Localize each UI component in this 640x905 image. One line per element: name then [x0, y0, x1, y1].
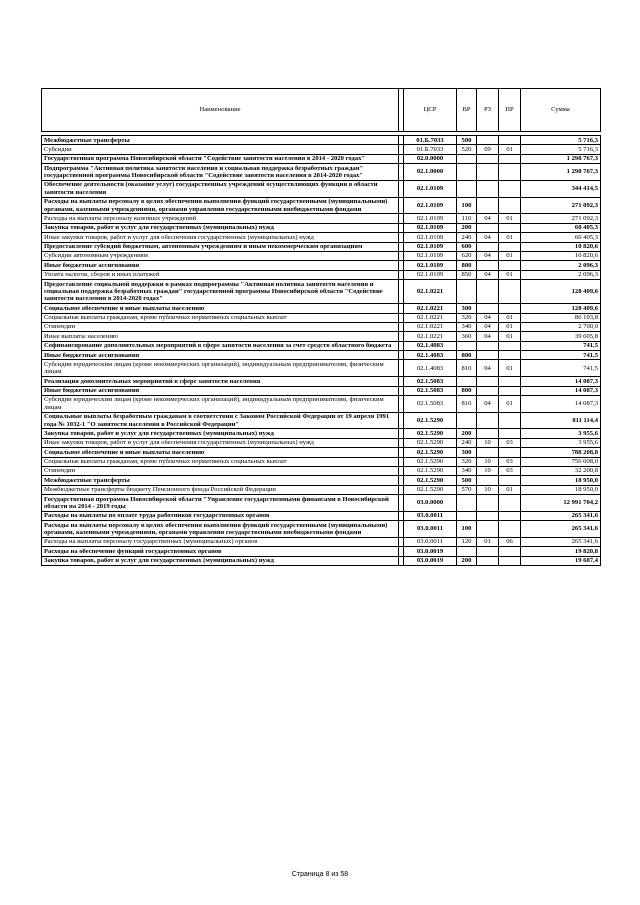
cell-sum: 14 087,3 [521, 377, 601, 386]
cell-sum: 788 208,8 [521, 448, 601, 457]
cell-sum: 271 092,3 [521, 197, 601, 214]
cell-csr: 02.1.5290 [404, 476, 457, 485]
cell-name: Закупка товаров, работ и услуг для государственных (муниципальных) нужд [42, 223, 399, 232]
cell-pr: 01 [499, 251, 521, 260]
cell-name: Социальное обеспечение и иные выплаты населению [42, 304, 399, 313]
cell-rz [477, 197, 499, 214]
cell-rz: 04 [477, 233, 499, 242]
cell-vr: 800 [457, 261, 477, 270]
cell-sum: 265 341,6 [521, 511, 601, 520]
cell-rz: 01 [477, 537, 499, 546]
cell-csr: 02.1.0109 [404, 180, 457, 197]
cell-name: Иные бюджетные ассигнования [42, 261, 399, 270]
cell-rz [477, 341, 499, 350]
table-row [42, 511, 601, 520]
header-pr: ПР [499, 89, 521, 132]
table-row [42, 466, 601, 475]
table-row [42, 360, 601, 377]
cell-name: Обеспечение деятельности (оказание услуг) государственных учреждений осуществляющих функции в области занятости населения [42, 180, 399, 197]
cell-pr [499, 261, 521, 270]
cell-sum: 756 008,0 [521, 457, 601, 466]
cell-csr: 02.1.0109 [404, 223, 457, 232]
table-row [42, 214, 601, 223]
cell-pr: 01 [499, 145, 521, 154]
cell-sum: 271 092,3 [521, 214, 601, 223]
cell-vr: 850 [457, 270, 477, 279]
table-row [42, 521, 601, 538]
cell-rz: 04 [477, 322, 499, 331]
cell-pr [499, 556, 521, 565]
cell-name: Расходы на обеспечение функций государственных органов [42, 547, 399, 556]
cell-sum: 18 950,0 [521, 485, 601, 494]
cell-pr: 01 [499, 322, 521, 331]
cell-csr: 02.1.0221 [404, 313, 457, 322]
cell-vr [457, 164, 477, 181]
table-row [42, 145, 601, 154]
cell-name: Предоставление субсидий бюджетным, автономным учреждениям и иным некоммерческим организациям [42, 242, 399, 251]
cell-pr: 01 [499, 233, 521, 242]
table-row [42, 313, 601, 322]
cell-rz [477, 351, 499, 360]
cell-rz [477, 448, 499, 457]
cell-vr [457, 377, 477, 386]
table-row [42, 270, 601, 279]
cell-csr: 02.1.0109 [404, 270, 457, 279]
cell-sum: 811 114,4 [521, 412, 601, 429]
header-vr: ВР [457, 89, 477, 132]
cell-name: Закупка товаров, работ и услуг для государственных (муниципальных) нужд [42, 429, 399, 438]
cell-rz: 04 [477, 251, 499, 260]
table-row [42, 495, 601, 512]
cell-pr [499, 136, 521, 145]
cell-sum: 2 096,3 [521, 270, 601, 279]
table-row [42, 448, 601, 457]
cell-name: Расходы на выплаты персоналу казенных учреждений [42, 214, 399, 223]
table-row [42, 412, 601, 429]
cell-rz: 10 [477, 457, 499, 466]
cell-csr: 02.1.0109 [404, 197, 457, 214]
cell-vr [457, 280, 477, 304]
cell-pr [499, 386, 521, 395]
table-row [42, 537, 601, 546]
cell-pr: 01 [499, 313, 521, 322]
table-row [42, 429, 601, 438]
cell-pr: 01 [499, 360, 521, 377]
table-row [42, 438, 601, 447]
cell-csr: 02.1.5290 [404, 485, 457, 494]
cell-sum: 10 820,6 [521, 242, 601, 251]
cell-csr: 02.1.5290 [404, 438, 457, 447]
table-row [42, 280, 601, 304]
cell-vr: 200 [457, 429, 477, 438]
cell-name: Субсидии юридическим лицам (кроме некоммерческих организаций), индивидуальным предпринимателям, физическим лицам [42, 395, 399, 412]
cell-rz [477, 223, 499, 232]
table-row [42, 180, 601, 197]
cell-sum: 5 716,3 [521, 136, 601, 145]
table-row [42, 164, 601, 181]
cell-name: Иные закупки товаров, работ и услуг для обеспечения государственных (муниципальных) нужд [42, 438, 399, 447]
cell-vr: 500 [457, 476, 477, 485]
cell-name: Закупка товаров, работ и услуг для государственных (муниципальных) нужд [42, 556, 399, 565]
cell-name: Реализация дополнительных мероприятий в сфере занятости населения [42, 377, 399, 386]
cell-rz: 04 [477, 313, 499, 322]
table-row [42, 197, 601, 214]
cell-rz [477, 547, 499, 556]
cell-vr: 800 [457, 386, 477, 395]
cell-pr [499, 377, 521, 386]
cell-pr [499, 511, 521, 520]
cell-rz [477, 429, 499, 438]
cell-pr [499, 341, 521, 350]
cell-vr [457, 154, 477, 163]
table-row [42, 242, 601, 251]
cell-csr: 02.1.4083 [404, 351, 457, 360]
cell-rz [477, 556, 499, 565]
cell-vr: 110 [457, 214, 477, 223]
cell-rz [477, 476, 499, 485]
cell-rz [477, 521, 499, 538]
cell-pr [499, 448, 521, 457]
cell-rz: 10 [477, 485, 499, 494]
cell-pr [499, 476, 521, 485]
cell-vr: 300 [457, 304, 477, 313]
cell-name: Субсидии [42, 145, 399, 154]
cell-sum: 741,5 [521, 360, 601, 377]
budget-table [41, 88, 601, 566]
cell-sum: 2 700,0 [521, 322, 601, 331]
cell-rz [477, 261, 499, 270]
cell-name: Межбюджетные трансферты бюджету Пенсионного фонда Российской Федерации [42, 485, 399, 494]
cell-sum: 741,5 [521, 351, 601, 360]
cell-sum: 39 605,8 [521, 332, 601, 341]
cell-sum: 19 820,8 [521, 547, 601, 556]
cell-pr [499, 547, 521, 556]
cell-sum: 10 820,6 [521, 251, 601, 260]
cell-csr: 03.0.0011 [404, 537, 457, 546]
cell-name: Социальные выплаты гражданам, кроме публичных нормативных социальных выплат [42, 313, 399, 322]
cell-name: Стипендии [42, 322, 399, 331]
cell-name: Межбюджетные трансферты [42, 136, 399, 145]
cell-name: Социальные выплаты гражданам, кроме публичных нормативных социальных выплат [42, 457, 399, 466]
cell-vr: 100 [457, 521, 477, 538]
cell-vr: 500 [457, 136, 477, 145]
cell-csr: 02.1.5083 [404, 395, 457, 412]
cell-csr: 03.0.0019 [404, 556, 457, 565]
table-row [42, 233, 601, 242]
cell-sum: 344 414,5 [521, 180, 601, 197]
cell-csr: 02.1.5290 [404, 448, 457, 457]
cell-sum: 19 687,4 [521, 556, 601, 565]
cell-csr: 02.1.5290 [404, 457, 457, 466]
table-row [42, 485, 601, 494]
cell-csr: 02.1.0221 [404, 332, 457, 341]
cell-sum: 3 955,6 [521, 429, 601, 438]
cell-vr: 240 [457, 438, 477, 447]
cell-sum: 14 087,3 [521, 386, 601, 395]
cell-name: Предоставление социальной поддержки в рамках подпрограммы "Активная политика занятости населения и социальная поддержка безработных граждан" государственной программы Новосибирской области "Содействие занятости населения в 2014-2020 годах" [42, 280, 399, 304]
cell-pr [499, 164, 521, 181]
cell-vr [457, 180, 477, 197]
cell-sum: 60 405,3 [521, 233, 601, 242]
cell-csr: 02.1.0221 [404, 304, 457, 313]
page-footer: Страница 8 из 58 [291, 871, 349, 878]
table-row [42, 223, 601, 232]
header-csr: ЦСР [404, 89, 457, 132]
cell-name: Иные бюджетные ассигнования [42, 351, 399, 360]
header-name: Наименование [42, 89, 399, 132]
cell-csr: 02.1.0109 [404, 242, 457, 251]
cell-csr: 02.1.0221 [404, 280, 457, 304]
cell-csr: 03.0.0011 [404, 511, 457, 520]
cell-name: Расходы на выплаты персоналу государственных (муниципальных) органов [42, 537, 399, 546]
cell-vr: 320 [457, 457, 477, 466]
cell-csr: 03.0.0019 [404, 547, 457, 556]
cell-rz: 04 [477, 395, 499, 412]
cell-vr: 200 [457, 223, 477, 232]
cell-vr: 340 [457, 322, 477, 331]
cell-sum: 265 341,6 [521, 537, 601, 546]
cell-rz [477, 495, 499, 512]
cell-pr [499, 412, 521, 429]
table-row [42, 395, 601, 412]
cell-rz [477, 180, 499, 197]
table-row [42, 332, 601, 341]
cell-sum: 3 955,6 [521, 438, 601, 447]
cell-pr [499, 154, 521, 163]
cell-csr: 02.1.0109 [404, 251, 457, 260]
cell-vr: 620 [457, 251, 477, 260]
cell-pr [499, 197, 521, 214]
cell-sum: 2 096,3 [521, 261, 601, 270]
cell-sum: 86 103,8 [521, 313, 601, 322]
cell-rz [477, 377, 499, 386]
cell-pr [499, 351, 521, 360]
cell-vr [457, 495, 477, 512]
cell-vr [457, 412, 477, 429]
cell-rz: 09 [477, 145, 499, 154]
cell-sum: 18 950,0 [521, 476, 601, 485]
cell-sum: 5 716,3 [521, 145, 601, 154]
table-row [42, 377, 601, 386]
cell-rz [477, 304, 499, 313]
cell-csr: 03.0.0011 [404, 521, 457, 538]
cell-vr: 520 [457, 145, 477, 154]
cell-pr: 01 [499, 395, 521, 412]
cell-vr: 100 [457, 197, 477, 214]
cell-pr [499, 521, 521, 538]
cell-name: Социальные выплаты безработным гражданам в соответствии с Законом Российской Федерации от 19 апреля 1991 года № 1032-1 "О занятости населения в Российской Федерации" [42, 412, 399, 429]
cell-pr: 01 [499, 332, 521, 341]
cell-vr [457, 511, 477, 520]
cell-pr [499, 495, 521, 512]
table-row [42, 341, 601, 350]
cell-vr: 240 [457, 233, 477, 242]
cell-csr: 02.1.5290 [404, 466, 457, 475]
cell-vr: 810 [457, 395, 477, 412]
cell-rz [477, 164, 499, 181]
table-row [42, 386, 601, 395]
cell-name: Иные бюджетные ассигнования [42, 386, 399, 395]
cell-rz [477, 154, 499, 163]
cell-name: Иные закупки товаров, работ и услуг для обеспечения государственных (муниципальных) нужд [42, 233, 399, 242]
cell-csr: 02.1.5290 [404, 412, 457, 429]
cell-vr: 800 [457, 351, 477, 360]
cell-rz: 04 [477, 270, 499, 279]
cell-csr: 01.Б.7033 [404, 136, 457, 145]
cell-sum: 128 409,6 [521, 280, 601, 304]
cell-name: Социальное обеспечение и иные выплаты населению [42, 448, 399, 457]
cell-rz [477, 280, 499, 304]
table-row [42, 251, 601, 260]
cell-name: Субсидии юридическим лицам (кроме некоммерческих организаций), индивидуальным предпринимателям, физическим лицам [42, 360, 399, 377]
table-row [42, 154, 601, 163]
cell-pr [499, 223, 521, 232]
cell-name: Софинансирование дополнительных мероприятий в сфере занятости населения за счет средств областного бюджета [42, 341, 399, 350]
table-row [42, 547, 601, 556]
cell-csr: 02.1.0109 [404, 214, 457, 223]
table-row [42, 261, 601, 270]
cell-pr: 03 [499, 457, 521, 466]
cell-name: Межбюджетные трансферты [42, 476, 399, 485]
cell-csr: 02.1.0221 [404, 322, 457, 331]
cell-vr: 120 [457, 537, 477, 546]
cell-vr [457, 341, 477, 350]
table-row [42, 136, 601, 145]
cell-pr: 06 [499, 537, 521, 546]
cell-pr [499, 242, 521, 251]
cell-vr [457, 547, 477, 556]
cell-name: Субсидии автономным учреждениям [42, 251, 399, 260]
cell-rz [477, 511, 499, 520]
cell-vr: 200 [457, 556, 477, 565]
cell-sum: 14 087,3 [521, 395, 601, 412]
cell-rz: 10 [477, 466, 499, 475]
cell-csr: 02.1.0109 [404, 261, 457, 270]
cell-csr: 02.1.0109 [404, 233, 457, 242]
cell-pr: 03 [499, 438, 521, 447]
cell-name: Уплата налогов, сборов и иных платежей [42, 270, 399, 279]
header-rz: РЗ [477, 89, 499, 132]
cell-csr: 03.0.0000 [404, 495, 457, 512]
table-row [42, 322, 601, 331]
cell-vr: 340 [457, 466, 477, 475]
cell-sum: 265 341,6 [521, 521, 601, 538]
cell-rz: 04 [477, 360, 499, 377]
cell-name: Государственная программа Новосибирской области "Содействие занятости населения в 2014 - 2020 годах" [42, 154, 399, 163]
cell-name: Государственная программа Новосибирской области "Управление государственными финансами в Новосибирской области на 2014 - 2019 годы [42, 495, 399, 512]
cell-vr: 360 [457, 332, 477, 341]
cell-rz [477, 386, 499, 395]
table-row [42, 476, 601, 485]
cell-name: Расходы на выплаты персоналу в целях обеспечения выполнения функций государственными (муниципальными) органами, казенными учреждениями, органами управления государственными внебюджетными фондами [42, 521, 399, 538]
table-row [42, 556, 601, 565]
table-row [42, 351, 601, 360]
cell-name: Расходы на выплаты по оплате труда работников государственных органов [42, 511, 399, 520]
cell-vr: 810 [457, 360, 477, 377]
cell-sum: 1 298 767,3 [521, 164, 601, 181]
cell-csr: 02.1.5290 [404, 429, 457, 438]
cell-name: Иные выплаты населению [42, 332, 399, 341]
cell-csr: 02.1.5083 [404, 377, 457, 386]
cell-pr: 03 [499, 466, 521, 475]
cell-sum: 1 298 767,3 [521, 154, 601, 163]
cell-pr [499, 280, 521, 304]
cell-rz [477, 412, 499, 429]
cell-csr: 02.1.0000 [404, 164, 457, 181]
cell-vr: 600 [457, 242, 477, 251]
cell-sum: 741,5 [521, 341, 601, 350]
table-header-row [42, 89, 601, 132]
cell-pr [499, 304, 521, 313]
table-body [42, 132, 601, 566]
cell-csr: 02.1.5083 [404, 386, 457, 395]
cell-rz [477, 136, 499, 145]
cell-rz: 04 [477, 332, 499, 341]
cell-vr: 300 [457, 448, 477, 457]
cell-sum: 12 991 704,2 [521, 495, 601, 512]
cell-rz [477, 242, 499, 251]
cell-pr: 01 [499, 485, 521, 494]
cell-csr: 02.0.0000 [404, 154, 457, 163]
cell-rz: 04 [477, 214, 499, 223]
table-row [42, 304, 601, 313]
cell-rz: 10 [477, 438, 499, 447]
document-page [41, 88, 600, 566]
cell-pr: 01 [499, 214, 521, 223]
cell-csr: 02.1.4083 [404, 341, 457, 350]
cell-sum: 32 200,8 [521, 466, 601, 475]
cell-sum: 60 405,3 [521, 223, 601, 232]
cell-pr [499, 180, 521, 197]
cell-csr: 01.Б.7033 [404, 145, 457, 154]
cell-name: Стипендии [42, 466, 399, 475]
cell-pr: 01 [499, 270, 521, 279]
cell-vr: 320 [457, 313, 477, 322]
cell-pr [499, 429, 521, 438]
cell-name: Расходы на выплаты персоналу в целях обеспечения выполнения функций государственными (муниципальными) органами, казенными учреждениями, органами управления государственными внебюджетными фондами [42, 197, 399, 214]
header-sum: Сумма [521, 89, 601, 132]
table-row [42, 457, 601, 466]
cell-sum: 128 409,6 [521, 304, 601, 313]
cell-vr: 570 [457, 485, 477, 494]
cell-csr: 02.1.4083 [404, 360, 457, 377]
cell-name: Подпрограмма "Активная политика занятости населения и социальная поддержка безработных граждан" государственной программы Новосибирской области "Содействие занятости населения в 2014-2020 годах" [42, 164, 399, 181]
